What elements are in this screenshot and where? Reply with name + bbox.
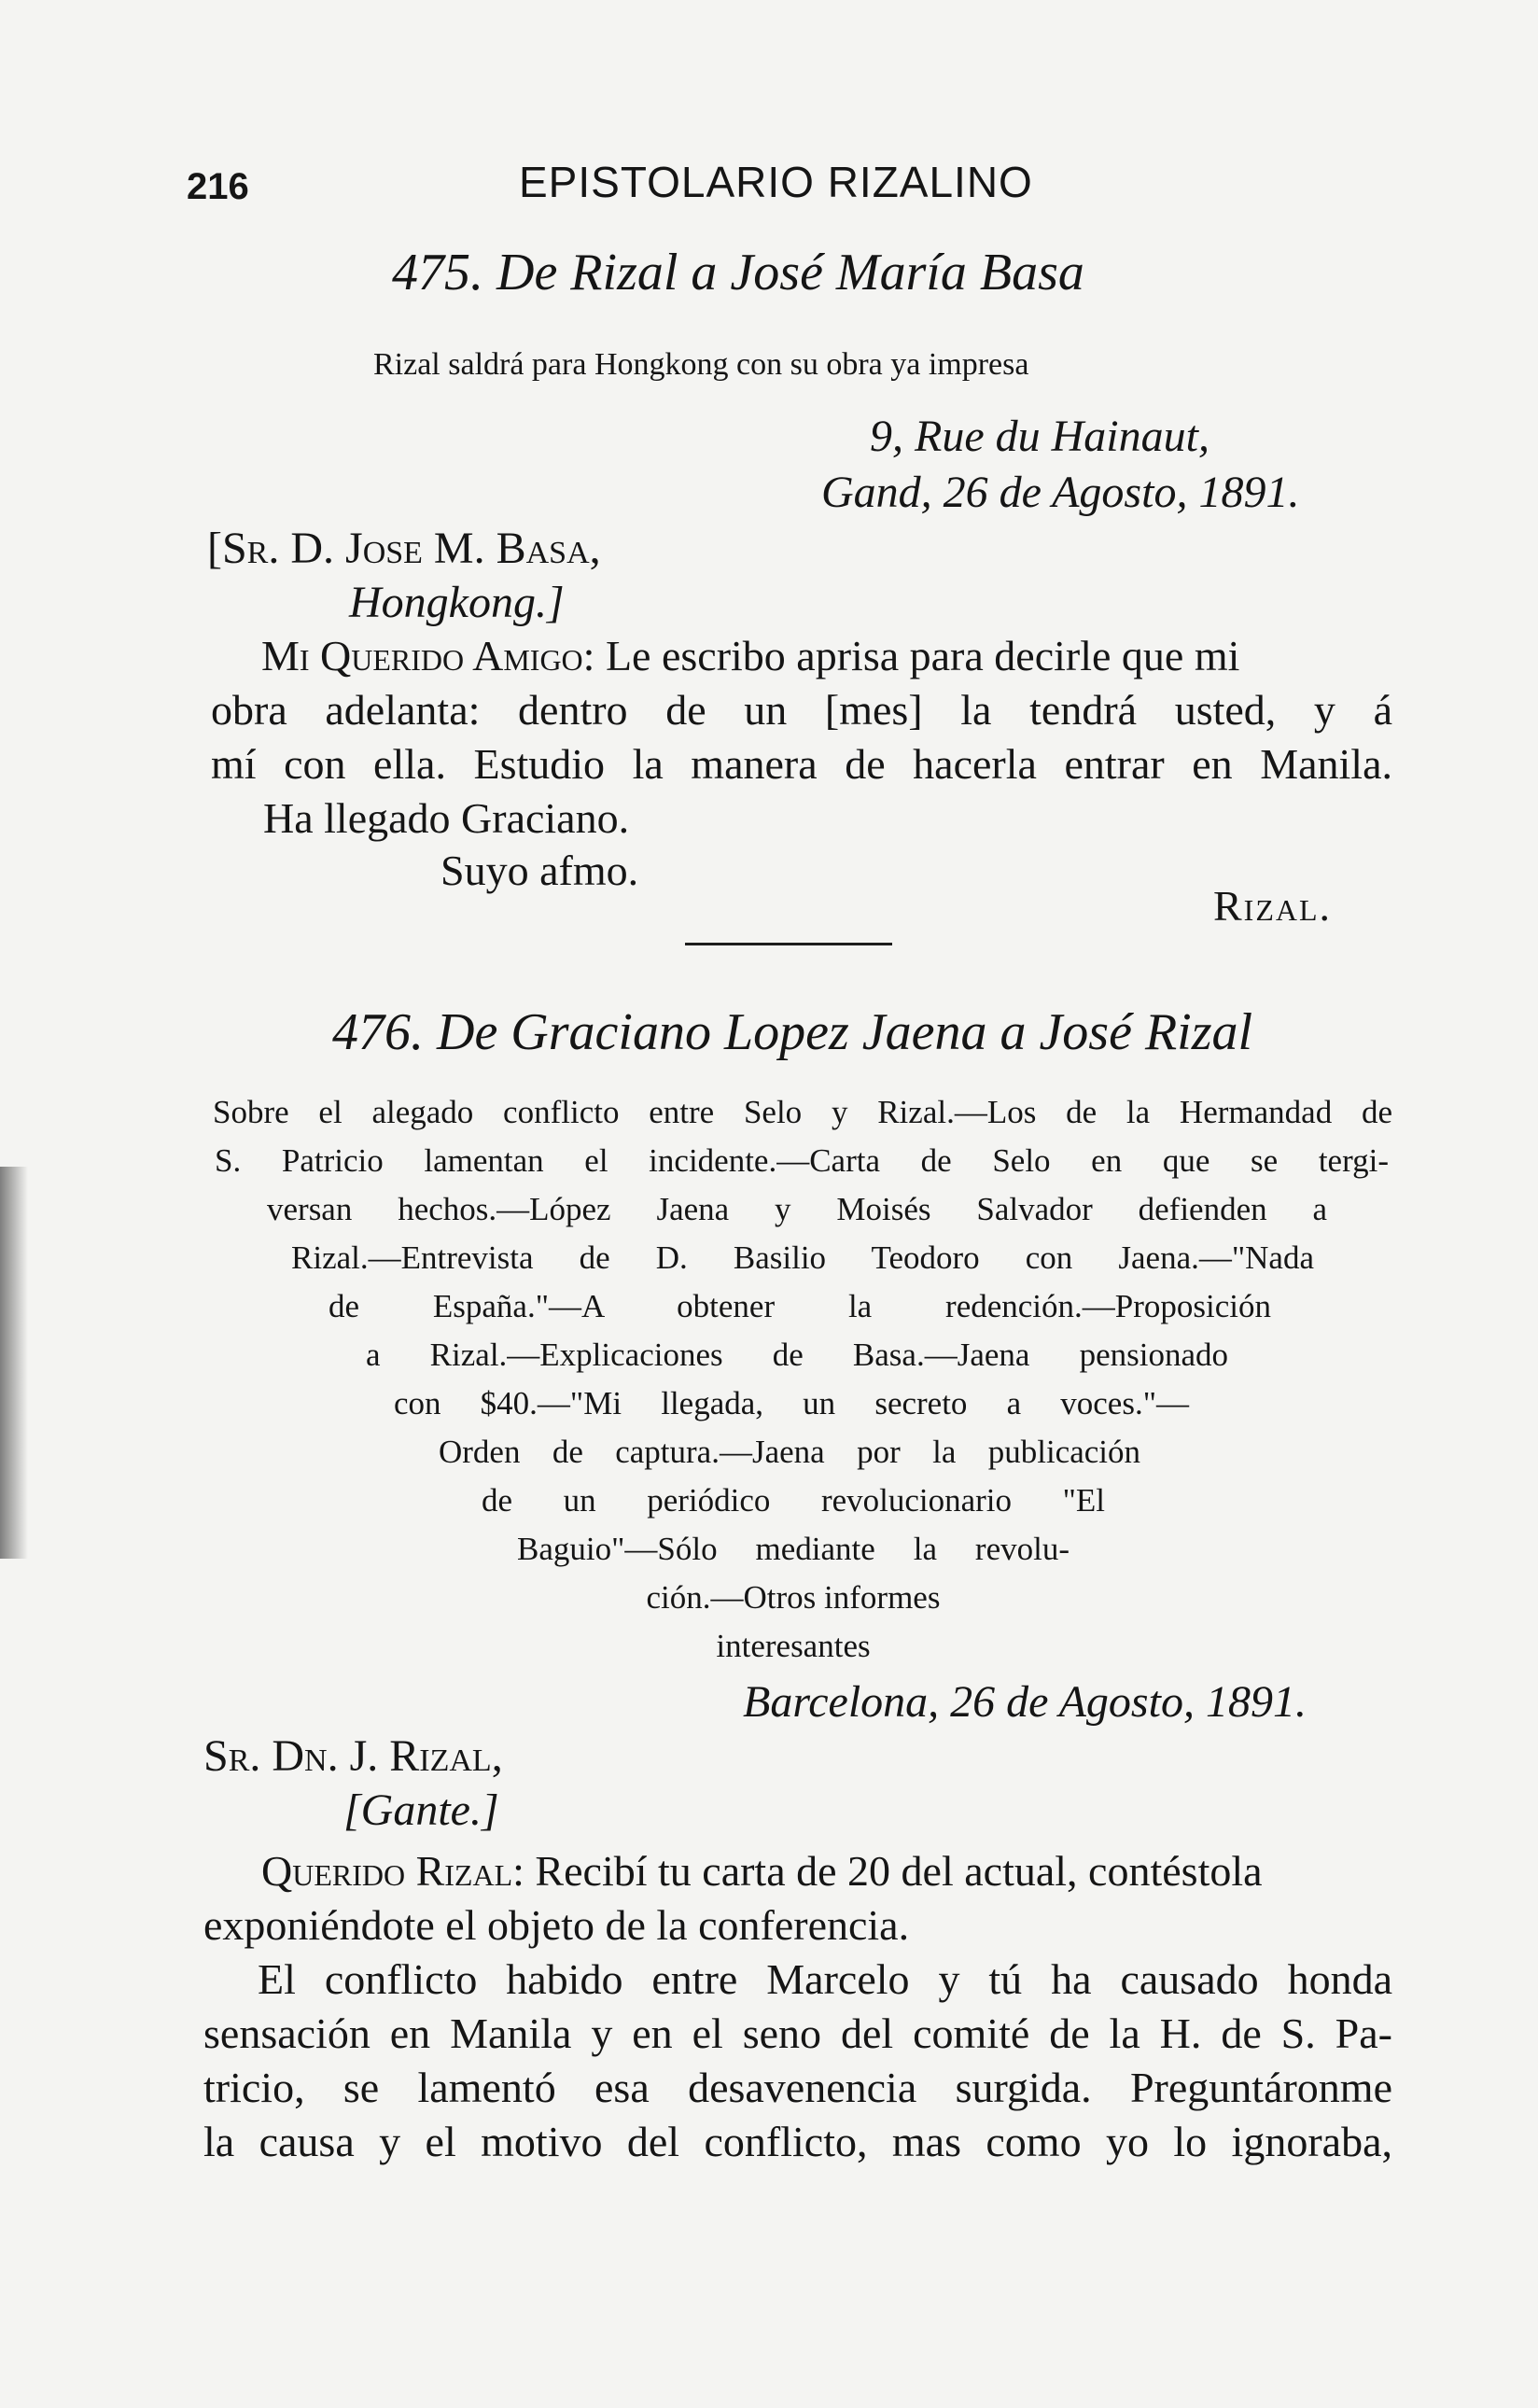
body-text: tricio, se lamentó esa desavenencia surgida. Preguntáronme <box>203 2064 1392 2111</box>
signature-475: Rizal. <box>1213 882 1333 930</box>
summary-line: Sobre el alegado conflicto entre Selo y Rizal.—Los de la Hermandad de <box>213 1094 1392 1130</box>
body-line <box>203 2117 1392 2166</box>
place-date-476: Barcelona, 26 de Agosto, 1891. <box>743 1677 1307 1727</box>
page-number: 216 <box>187 166 249 207</box>
salutation-475: Mi Querido Amigo: <box>261 632 595 679</box>
page-edge-shadow <box>0 1167 28 1559</box>
recipient-place-475: Hongkong.] <box>349 578 565 627</box>
body-line <box>261 1846 1392 1896</box>
letter-summary-475: Rizal saldrá para Hongkong con su obra ya impresa <box>373 347 1029 382</box>
body-line <box>258 1954 1392 2004</box>
body-text: Le escribo aprisa para decirle que mi <box>605 632 1240 679</box>
summary-line: Baguio"—Sólo mediante la revolu- <box>517 1531 1070 1567</box>
body-line <box>211 685 1392 735</box>
body-text: obra adelanta: dentro de un [mes] la tendrá usted, y á <box>211 686 1392 734</box>
body-text: la causa y el motivo del conflicto, mas como yo lo ignoraba, <box>203 2118 1392 2165</box>
running-title: EPISTOLARIO RIZALINO <box>519 158 1033 206</box>
body-line: exponiéndote el objeto de la conferencia. <box>203 1901 910 1949</box>
closing-475: Suyo afmo. <box>440 847 639 894</box>
summary-line: Rizal.—Entrevista de D. Basilio Teodoro con Jaena.—"Nada <box>291 1239 1314 1276</box>
summary-line: con $40.—"Mi llegada, un secreto a voces."— <box>394 1385 1189 1421</box>
letter-heading-475: 475. De Rizal a José María Basa <box>392 244 1084 301</box>
summary-line: ción.—Otros informes <box>646 1579 941 1616</box>
body-text: El conflicto habido entre Marcelo y tú ha causado honda <box>258 1955 1392 2003</box>
summary-line: a Rizal.—Explicaciones de Basa.—Jaena pensionado <box>366 1337 1228 1373</box>
salutation-476: Querido Rizal: <box>261 1847 524 1895</box>
place-date-475: Gand, 26 de Agosto, 1891. <box>821 468 1300 517</box>
recipient-line-476: Sr. Dn. J. Rizal, <box>203 1731 503 1781</box>
body-line <box>261 631 1392 680</box>
letter-heading-476: 476. De Graciano Lopez Jaena a José Rizal <box>332 1003 1253 1061</box>
body-text: sensación en Manila y en el seno del comité de la H. de S. Pa- <box>203 2009 1392 2057</box>
body-text: Recibí tu carta de 20 del actual, contéstola <box>535 1847 1263 1895</box>
section-divider <box>685 943 892 945</box>
summary-line: de un periódico revolucionario "El <box>482 1482 1105 1519</box>
summary-line: interesantes <box>716 1628 871 1664</box>
body-line: Ha llegado Graciano. <box>263 794 630 842</box>
recipient-line-475: [Sr. D. Jose M. Basa, <box>207 524 601 573</box>
address-line: 9, Rue du Hainaut, <box>870 412 1209 461</box>
recipient-place-476: [Gante.] <box>343 1785 499 1835</box>
body-line <box>203 2009 1392 2058</box>
body-text: mí con ella. Estudio la manera de hacerla entrar en Manila. <box>211 740 1392 788</box>
summary-line: Orden de captura.—Jaena por la publicación <box>439 1434 1140 1470</box>
body-line <box>211 739 1392 789</box>
summary-line: S. Patricio lamentan el incidente.—Carta de Selo en que se tergi- <box>215 1142 1389 1179</box>
summary-line: versan hechos.—López Jaena y Moisés Salvador defienden a <box>267 1191 1327 1227</box>
summary-line: de España."—A obtener la redención.—Proposición <box>329 1288 1271 1324</box>
body-line <box>203 2063 1392 2112</box>
